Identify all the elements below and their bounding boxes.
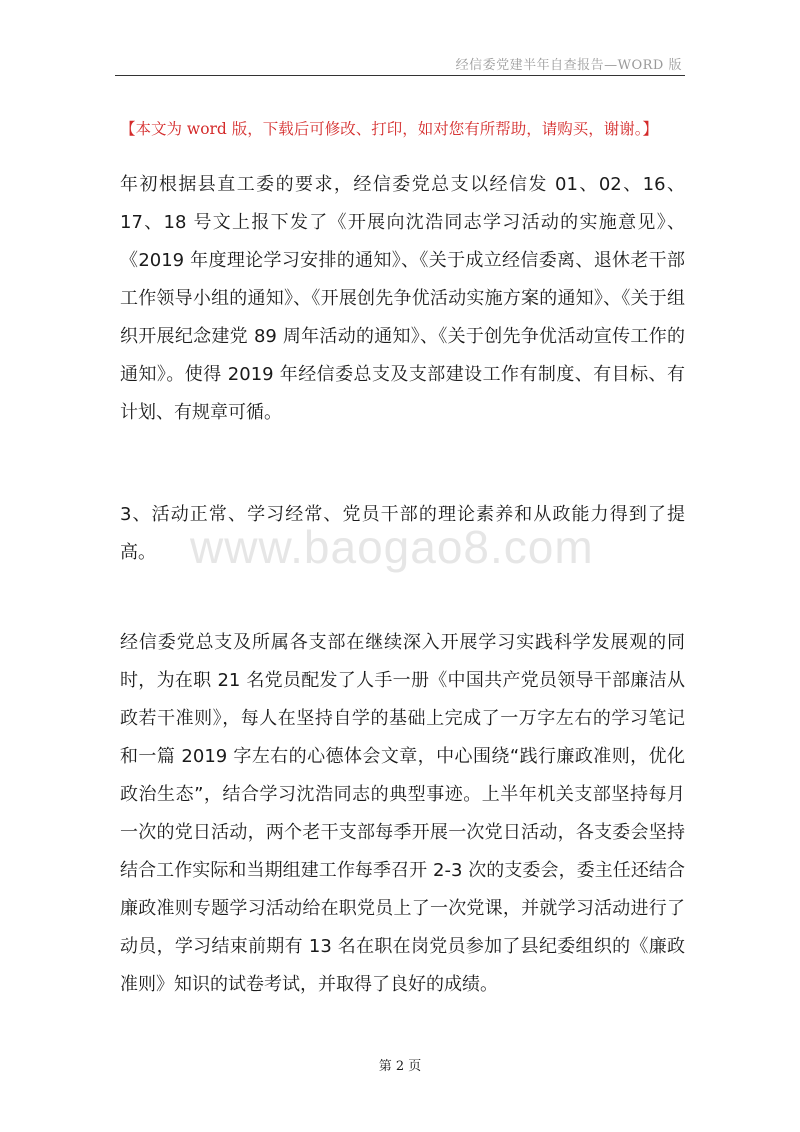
header-title: 经信委党建半年自查报告—WORD 版 <box>455 58 682 73</box>
body-paragraph-2: 3、活动正常、学习经常、党员干部的理论素养和从政能力得到了提高。 <box>120 504 685 563</box>
body-paragraph-1: 年初根据县直工委的要求，经信委党总支以经信发 01、02、16、17、18 号文上报下发了《开展向沈浩同志学习活动的实施意见》、《2019 年度理论学习安排的通知》、《关于成立经信委离、退休老干部工作领导小组的通知》、《开展创先争优活动实施方案的通知》、《关于组织开展纪念建党 89 周年活动的通知》、《关于创先争优活动宣传工作的通知》。使得 2019 年经信委总支及支部建设工作有制度、有目标、有计划、有规章可循。 <box>120 174 685 423</box>
body-paragraph-3: 经信委党总支及所属各支部在继续深入开展学习实践科学发展观的同时，为在职 21 名党员配发了人手一册《中国共产党员领导干部廉洁从政若干准则》，每人在坚持自学的基础上完成了一万字左右的学习笔记和一篇 2019 字左右的心德体会文章，中心围绕“践行廉政准则，优化政治生态”，结合学习沈浩同志的典型事迹。上半年机关支部坚持每月一次的党日活动，两个老干支部每季开展一次党日活动，各支委会坚持结合工作实际和当期组建工作每季召开 2-3 次的支委会，委主任还结合廉政准则专题学习活动给在职党员上了一次党课，并就学习活动进行了动员，学习结束前期有 13 名在职在岗党员参加了县纪委组织的《廉政准则》知识的试卷考试，并取得了良好的成绩。 <box>120 632 685 995</box>
header-divider <box>115 75 685 76</box>
page-number: 第 2 页 <box>378 1059 422 1074</box>
purchase-notice: 【本文为 word 版，下载后可修改、打印，如对您有所帮助，请购买，谢谢。】 <box>120 120 659 138</box>
watermark: www.baogao8.com <box>190 521 594 573</box>
